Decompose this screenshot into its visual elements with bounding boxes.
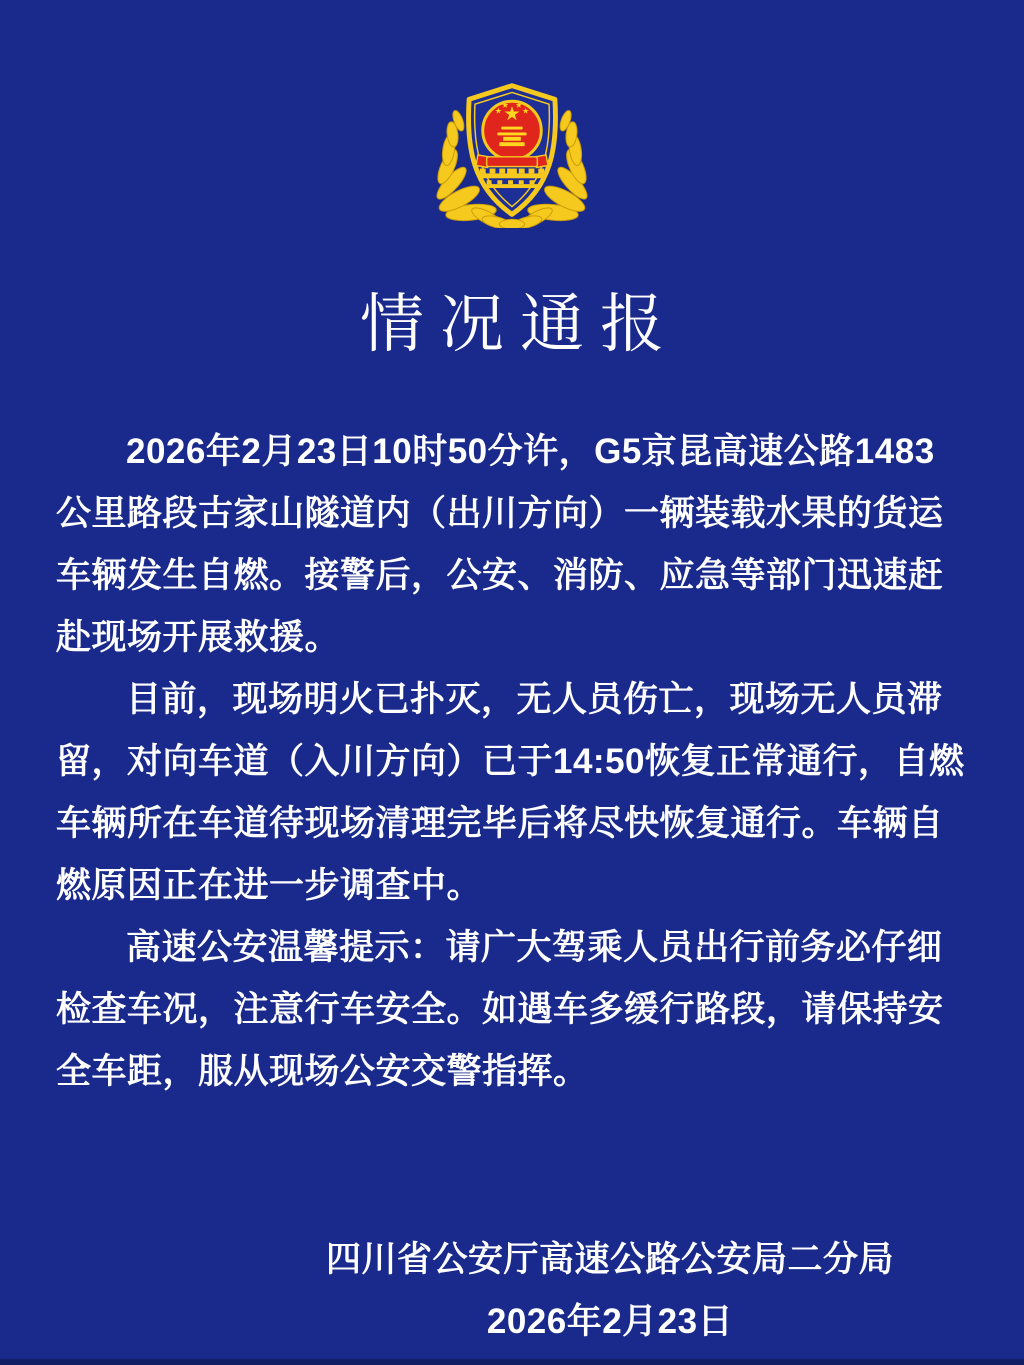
issuing-agency: 四川省公安厅高速公路公安局二分局 [325, 1240, 894, 1279]
paragraph-status: 目前，现场明火已扑灭，无人员伤亡，现场无人员滞留，对向车道（入川方向）已于14:50恢复正常通行，自燃车辆所在车道待现场清理完毕后将尽快恢复通行。车辆自燃原因正在进一步调查中。 [56, 680, 965, 905]
paragraph-reminder: 高速公安温馨提示：请广大驾乘人员出行前务必仔细检查车况，注意行车安全。如遇车多缓行路段，请保持安全车距，服从现场公安交警指挥。 [56, 928, 944, 1091]
issue-date: 2026年2月23日 [486, 1302, 734, 1341]
notice-body [56, 421, 968, 1103]
police-badge-icon [0, 0, 1024, 233]
signature-block [326, 1229, 894, 1353]
paragraph-incident: 2026年2月23日10时50分许，G5京昆高速公路1483公里路段古家山隧道内（出川方向）一辆装载水果的货运车辆发生自燃。接警后，公安、消防、应急等部门迅速赶赴现场开展救援。 [56, 432, 944, 657]
notice-title: 情况通报 [360, 288, 680, 360]
